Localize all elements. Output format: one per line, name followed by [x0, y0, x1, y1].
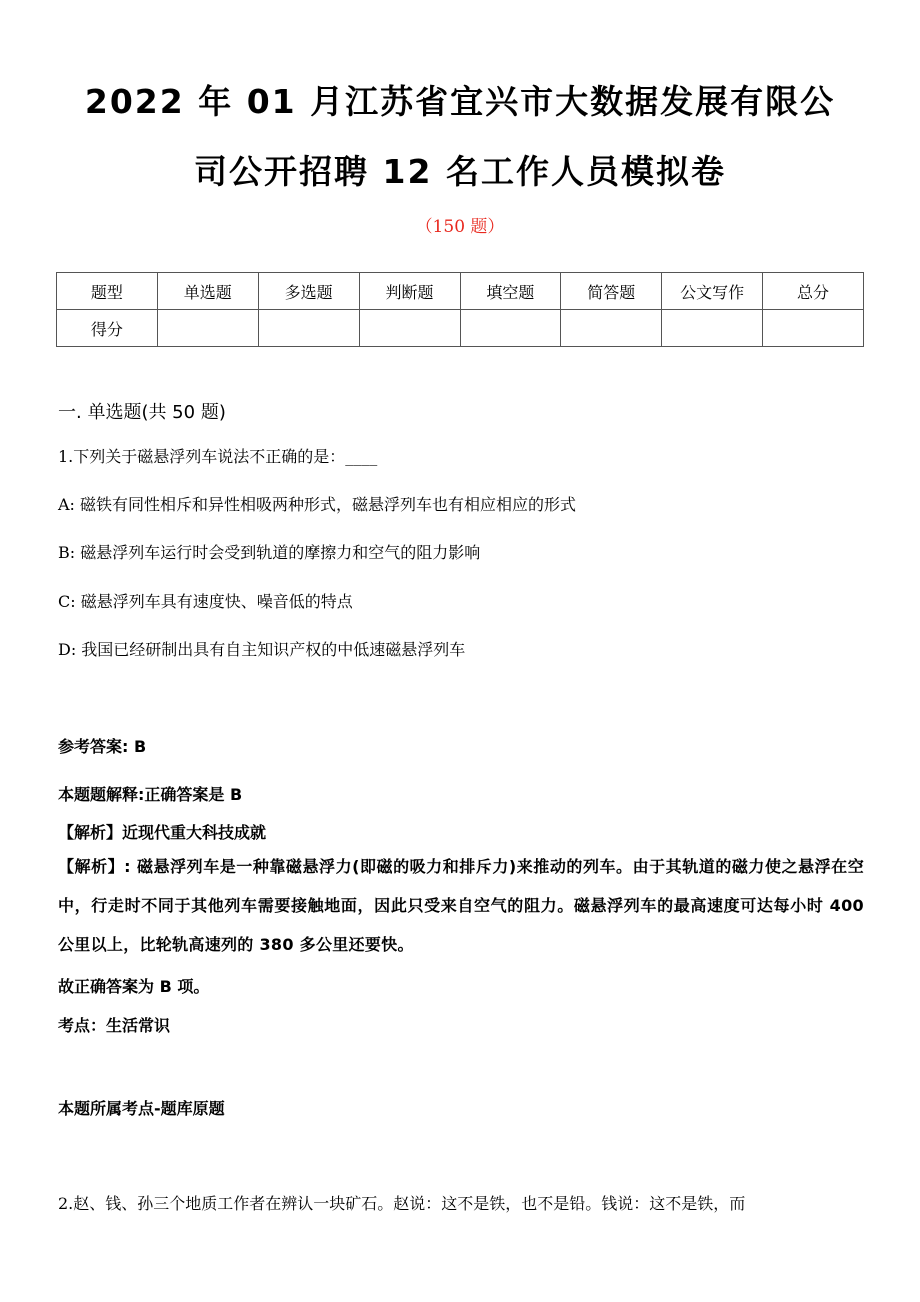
question-count: （150 题） [415, 217, 505, 237]
score-table [56, 272, 864, 347]
header-cell-true-false: 判断题 [359, 273, 460, 310]
section-heading: 一. 单选题(共 50 题) [58, 402, 226, 423]
question-1-analysis-body: 【解析】: 磁悬浮列车是一种靠磁悬浮力(即磁的吸力和排斥力)来推动的列车。由于其轨道的磁力使之悬浮在空中，行走时不同于其他列车需要接触地面，因此只受来自空气的阻力。磁悬浮列车的最高速度可达每小时 400 公里以上，比轮轨高速列的 380 多公里还要快。 [58, 857, 864, 954]
header-cell-multiple-choice: 多选题 [258, 273, 359, 310]
header-cell-total: 总分 [763, 273, 864, 310]
question-1-stem: 1.下列关于磁悬浮列车说法不正确的是：____ [58, 447, 378, 466]
question-1-source: 本题所属考点-题库原题 [58, 1099, 225, 1118]
question-2-stem: 2.赵、钱、孙三个地质工作者在辨认一块矿石。赵说：这不是铁，也不是铅。钱说：这不是铁，而 [58, 1194, 746, 1213]
score-cell-multiple-choice [258, 310, 359, 347]
header-cell-fill-blank: 填空题 [460, 273, 561, 310]
page-title-line-2: 司公开招聘 12 名工作人员模拟卷 [194, 152, 726, 191]
question-1-conclusion: 故正确答案为 B 项。 [58, 977, 210, 996]
header-cell-short-answer: 简答题 [561, 273, 662, 310]
question-1-option-a: A: 磁铁有同性相斥和异性相吸两种形式，磁悬浮列车也有相应相应的形式 [58, 495, 577, 514]
page-title-line-1: 2022 年 01 月江苏省宜兴市大数据发展有限公 [84, 82, 836, 121]
question-1-answer: 参考答案: B [58, 737, 147, 756]
score-cell-official-writing [662, 310, 763, 347]
score-cell-single-choice [157, 310, 258, 347]
score-cell-fill-blank [460, 310, 561, 347]
question-1-option-b: B: 磁悬浮列车运行时会受到轨道的摩擦力和空气的阻力影响 [58, 543, 481, 562]
header-cell-official-writing: 公文写作 [662, 273, 763, 310]
question-1-option-d: D: 我国已经研制出具有自主知识产权的中低速磁悬浮列车 [58, 640, 466, 659]
score-row-label: 得分 [57, 310, 158, 347]
header-cell-type: 题型 [57, 273, 158, 310]
score-table-header-row [57, 273, 864, 310]
score-cell-true-false [359, 310, 460, 347]
score-cell-total [763, 310, 864, 347]
score-table-score-row [57, 310, 864, 347]
question-1-option-c: C: 磁悬浮列车具有速度快、噪音低的特点 [58, 592, 353, 611]
question-1-explanation-head: 本题题解释:正确答案是 B [58, 785, 243, 804]
question-1-analysis-tag: 【解析】近现代重大科技成就 [58, 823, 267, 842]
score-cell-short-answer [561, 310, 662, 347]
header-cell-single-choice: 单选题 [157, 273, 258, 310]
question-1-knowledge-point: 考点：生活常识 [58, 1016, 171, 1035]
